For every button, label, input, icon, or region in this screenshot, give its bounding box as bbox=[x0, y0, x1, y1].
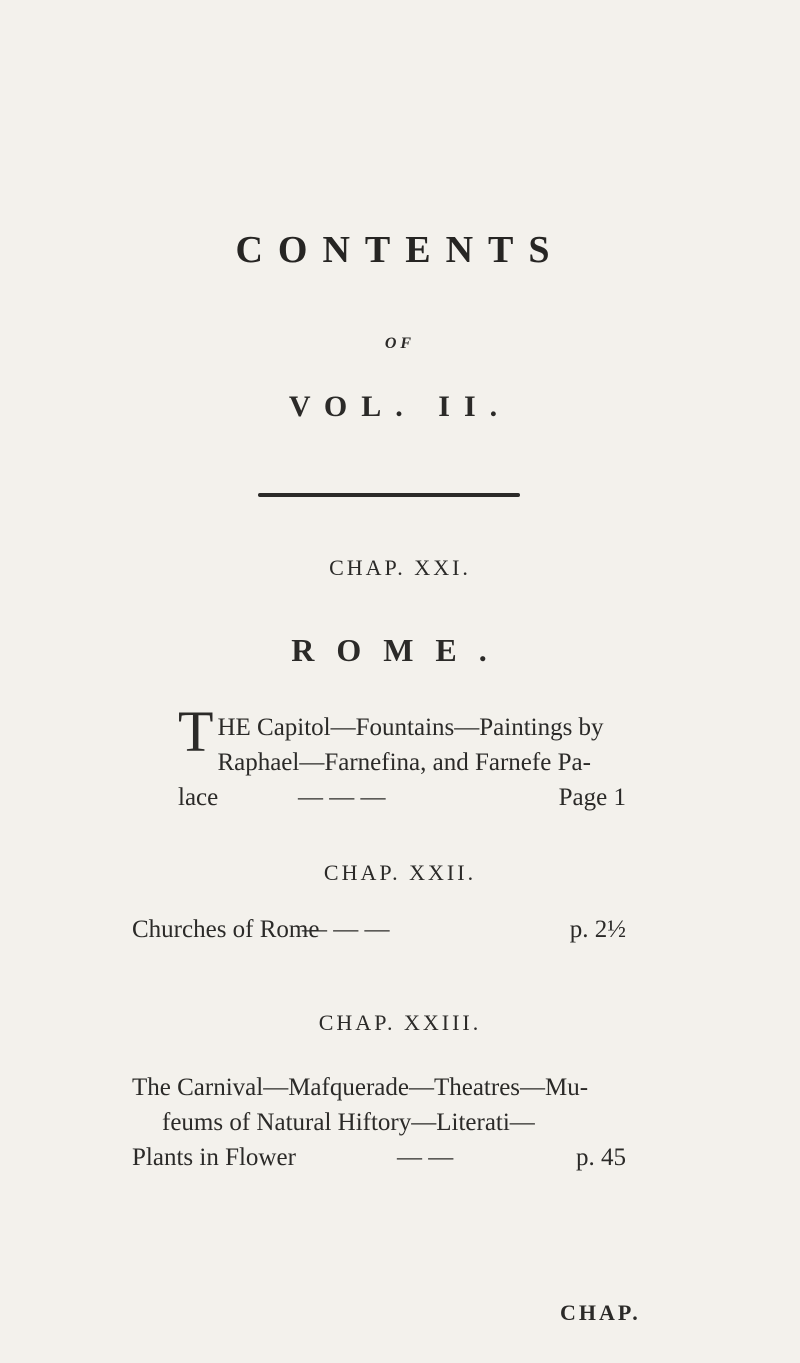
chapter-heading-21: CHAP. XXI. bbox=[329, 555, 471, 580]
ornamental-rule bbox=[258, 493, 520, 497]
drop-cap: T bbox=[178, 699, 214, 764]
entry-line bbox=[132, 912, 626, 947]
of-label: OF bbox=[384, 335, 416, 352]
entry-line-text: lace bbox=[178, 784, 219, 811]
chapter-heading-22: CHAP. XXII. bbox=[323, 860, 477, 885]
entry-line: feums of Natural Hiftory—Literati— bbox=[162, 1109, 535, 1136]
page-number: p. 2½ bbox=[569, 916, 626, 943]
entry-line-text: Churches of Rome bbox=[132, 916, 320, 943]
page-number: p. 45 bbox=[576, 1144, 626, 1171]
chapter-21-entry bbox=[178, 699, 626, 815]
volume-label: VOL. II. bbox=[288, 390, 512, 423]
chapter-subject: ROME. bbox=[291, 632, 509, 668]
leader-dashes: — — — bbox=[302, 916, 390, 943]
chapter-23-entry bbox=[132, 1070, 626, 1175]
entry-line: Raphael—Farnefina, and Farnefe Pa- bbox=[217, 749, 591, 776]
page-number: Page 1 bbox=[558, 784, 626, 811]
entry-line-text: HE Capitol—Fountains—Paintings by bbox=[217, 714, 604, 741]
chapter-22-entry bbox=[132, 912, 626, 947]
catchword: CHAP. bbox=[560, 1300, 641, 1325]
entry-line: The Carnival—Mafquerade—Theatres—Mu- bbox=[132, 1074, 589, 1101]
leader-dashes: — — bbox=[397, 1144, 454, 1171]
entry-line bbox=[178, 780, 626, 815]
entry-line-text: Plants in Flower bbox=[132, 1144, 296, 1171]
chapter-heading-23: CHAP. XXIII. bbox=[318, 1010, 482, 1035]
leader-dashes: — — — bbox=[298, 784, 386, 811]
entry-line bbox=[132, 1140, 626, 1175]
page-title: CONTENTS bbox=[235, 229, 565, 271]
